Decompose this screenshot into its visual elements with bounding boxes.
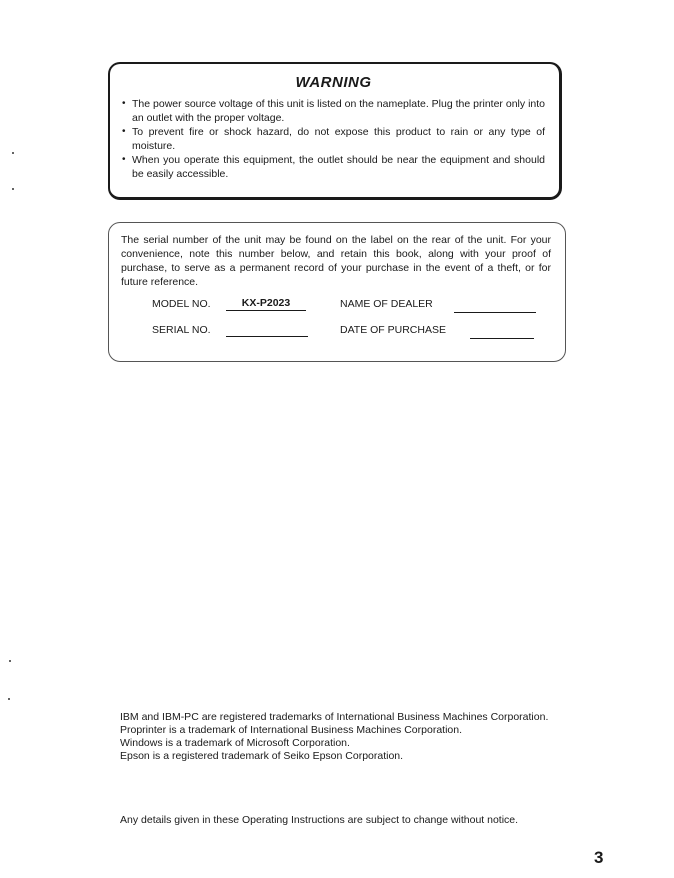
serial-number-label: SERIAL NO. bbox=[152, 324, 211, 336]
scan-speck bbox=[9, 660, 11, 662]
model-number-field[interactable]: KX-P2023 bbox=[226, 296, 306, 311]
warning-item-voltage: • The power source voltage of this unit is listed on the nameplate. Plug the printer only into an outlet with the proper voltage. bbox=[122, 97, 545, 125]
warning-box bbox=[108, 62, 562, 200]
warning-item-outlet: • When you operate this equipment, the outlet should be near the equipment and should be easily accessible. bbox=[122, 153, 545, 181]
trademark-epson: Epson is a registered trademark of Seiko Epson Corporation. bbox=[120, 750, 404, 762]
warning-item-moisture: • To prevent fire or shock hazard, do not expose this product to rain or any type of moisture. bbox=[122, 125, 545, 153]
page-number: 3 bbox=[594, 848, 604, 867]
trademark-notes bbox=[120, 711, 560, 763]
trademark-proprinter: Proprinter is a trademark of International Business Machines Corporation. bbox=[120, 724, 462, 736]
warning-list bbox=[122, 97, 545, 181]
scan-speck bbox=[12, 188, 14, 190]
trademark-windows: Windows is a trademark of Microsoft Corporation. bbox=[120, 737, 350, 749]
change-notice: Any details given in these Operating Instructions are subject to change without notice. bbox=[120, 814, 519, 826]
serial-record-box bbox=[108, 222, 566, 362]
model-number-label: MODEL NO. bbox=[152, 298, 211, 310]
warning-title: WARNING bbox=[295, 74, 372, 91]
purchase-date-label: DATE OF PURCHASE bbox=[340, 324, 446, 336]
dealer-name-field[interactable] bbox=[454, 298, 536, 313]
trademark-ibm: IBM and IBM-PC are registered trademarks of International Business Machines Corporation. bbox=[120, 711, 549, 723]
purchase-date-field[interactable] bbox=[470, 324, 534, 339]
serial-record-intro: The serial number of the unit may be found on the label on the rear of the unit. For your convenience, note this number below, and retain this book, along with your proof of purchase, to serve as a permanent record of your purchase in the event of a theft, or for future reference. bbox=[121, 234, 551, 288]
serial-number-field[interactable] bbox=[226, 322, 308, 337]
scan-speck bbox=[12, 152, 14, 154]
dealer-name-label: NAME OF DEALER bbox=[340, 298, 433, 310]
scan-speck bbox=[8, 698, 10, 700]
